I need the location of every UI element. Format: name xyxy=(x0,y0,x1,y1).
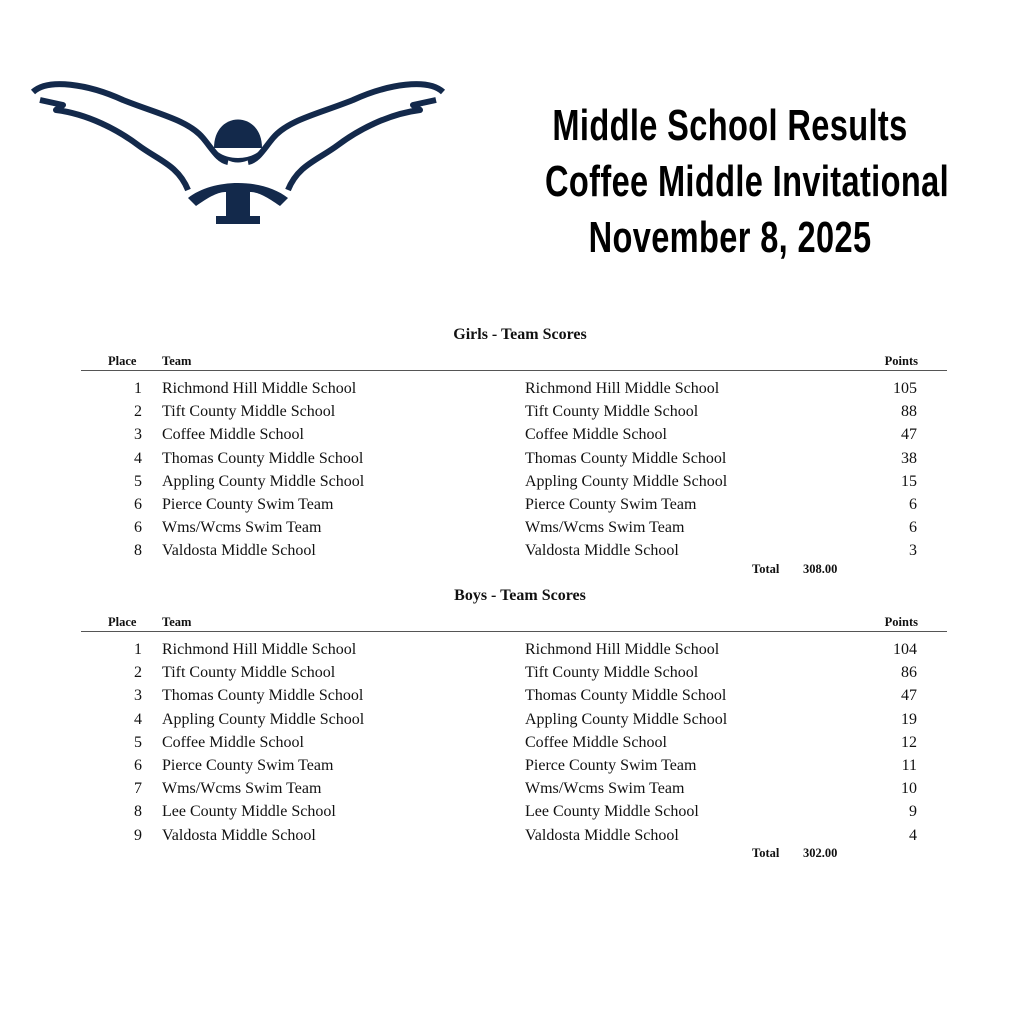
header-divider xyxy=(81,370,947,371)
points: 9 xyxy=(909,803,917,821)
points: 19 xyxy=(901,710,917,728)
team-name: Coffee Middle School xyxy=(162,426,304,444)
team-name-full: Appling County Middle School xyxy=(525,472,728,490)
team-name-full: Lee County Middle School xyxy=(525,803,699,821)
team-name-full: Pierce County Swim Team xyxy=(525,757,697,774)
column-header-place: Place xyxy=(108,354,137,368)
points: 15 xyxy=(901,472,917,490)
points: 105 xyxy=(893,380,917,397)
team-name: Valdosta Middle School xyxy=(162,542,316,560)
place: 4 xyxy=(134,710,142,728)
points: 88 xyxy=(901,403,917,421)
team-name: Wms/Wcms Swim Team xyxy=(162,519,322,537)
team-name: Lee County Middle School xyxy=(162,803,336,821)
team-name: Pierce County Swim Team xyxy=(162,496,334,513)
team-name-full: Pierce County Swim Team xyxy=(525,496,697,513)
points: 86 xyxy=(901,664,917,682)
place: 7 xyxy=(134,780,142,798)
team-name: Pierce County Swim Team xyxy=(162,757,334,774)
total-label: Total xyxy=(752,561,780,576)
team-name-full: Valdosta Middle School xyxy=(525,826,679,844)
place: 4 xyxy=(134,449,142,467)
team-name-full: Wms/Wcms Swim Team xyxy=(525,519,685,537)
team-name: Thomas County Middle School xyxy=(162,449,364,467)
title-line-1: Middle School Results xyxy=(552,101,908,150)
table-row xyxy=(0,450,1024,473)
team-name: Tift County Middle School xyxy=(162,664,336,682)
place: 3 xyxy=(134,687,142,705)
team-name: Richmond Hill Middle School xyxy=(162,641,357,658)
total-value: 302.00 xyxy=(803,845,838,860)
team-name-full: Tift County Middle School xyxy=(525,403,699,421)
team-name: Appling County Middle School xyxy=(162,472,365,490)
place: 5 xyxy=(134,472,142,490)
table-row xyxy=(0,473,1024,496)
total-value: 308.00 xyxy=(803,561,838,576)
table-row xyxy=(0,641,1024,664)
points: 3 xyxy=(909,542,917,560)
team-name-full: Coffee Middle School xyxy=(525,733,667,751)
table-row xyxy=(0,542,1024,565)
place: 5 xyxy=(134,733,142,751)
header-divider xyxy=(81,631,947,632)
team-name: Thomas County Middle School xyxy=(162,687,364,705)
place: 1 xyxy=(134,641,142,658)
table-row xyxy=(0,734,1024,757)
team-name-full: Wms/Wcms Swim Team xyxy=(525,780,685,798)
team-name-full: Thomas County Middle School xyxy=(525,687,727,705)
total-label: Total xyxy=(752,845,780,860)
place: 6 xyxy=(134,496,142,513)
place: 3 xyxy=(134,426,142,444)
points: 6 xyxy=(909,496,917,513)
place: 9 xyxy=(134,826,142,844)
swimmer-logo-icon xyxy=(28,70,448,230)
points: 4 xyxy=(909,826,917,844)
table-row xyxy=(0,780,1024,803)
table-row xyxy=(0,403,1024,426)
table-row xyxy=(0,803,1024,826)
table-row xyxy=(0,380,1024,403)
team-name-full: Valdosta Middle School xyxy=(525,542,679,560)
column-header-points: Points xyxy=(884,615,918,629)
section-title: Boys - Team Scores xyxy=(454,587,586,604)
title-line-3: November 8, 2025 xyxy=(588,213,872,262)
column-header-place: Place xyxy=(108,615,137,629)
table-row xyxy=(0,426,1024,449)
points: 12 xyxy=(901,733,917,751)
section-title: Girls - Team Scores xyxy=(453,326,587,343)
team-name: Valdosta Middle School xyxy=(162,826,316,844)
place: 1 xyxy=(134,380,142,397)
team-name-full: Thomas County Middle School xyxy=(525,449,727,467)
place: 6 xyxy=(134,757,142,774)
page-title xyxy=(480,98,980,266)
points: 104 xyxy=(893,641,917,658)
team-name-full: Richmond Hill Middle School xyxy=(525,380,720,397)
team-name-full: Appling County Middle School xyxy=(525,710,728,728)
table-row xyxy=(0,827,1024,850)
table-row xyxy=(0,711,1024,734)
table-row xyxy=(0,757,1024,780)
team-name-full: Richmond Hill Middle School xyxy=(525,641,720,658)
team-name-full: Coffee Middle School xyxy=(525,426,667,444)
table-row xyxy=(0,687,1024,710)
place: 2 xyxy=(134,403,142,421)
place: 6 xyxy=(134,519,142,537)
column-header-points: Points xyxy=(884,354,918,368)
team-name-full: Tift County Middle School xyxy=(525,664,699,682)
points: 6 xyxy=(909,519,917,537)
team-name: Appling County Middle School xyxy=(162,710,365,728)
table-row xyxy=(0,496,1024,519)
team-name: Wms/Wcms Swim Team xyxy=(162,780,322,798)
place: 8 xyxy=(134,542,142,560)
table-row xyxy=(0,664,1024,687)
title-line-2: Coffee Middle Invitational xyxy=(545,157,949,206)
place: 2 xyxy=(134,664,142,682)
place: 8 xyxy=(134,803,142,821)
column-header-team: Team xyxy=(162,354,192,368)
team-name: Tift County Middle School xyxy=(162,403,336,421)
points: 38 xyxy=(901,449,917,467)
points: 11 xyxy=(901,757,917,774)
team-name: Coffee Middle School xyxy=(162,733,304,751)
points: 10 xyxy=(901,780,917,798)
points: 47 xyxy=(901,687,917,705)
team-name: Richmond Hill Middle School xyxy=(162,380,357,397)
table-row xyxy=(0,519,1024,542)
column-header-team: Team xyxy=(162,615,192,629)
points: 47 xyxy=(901,426,917,444)
